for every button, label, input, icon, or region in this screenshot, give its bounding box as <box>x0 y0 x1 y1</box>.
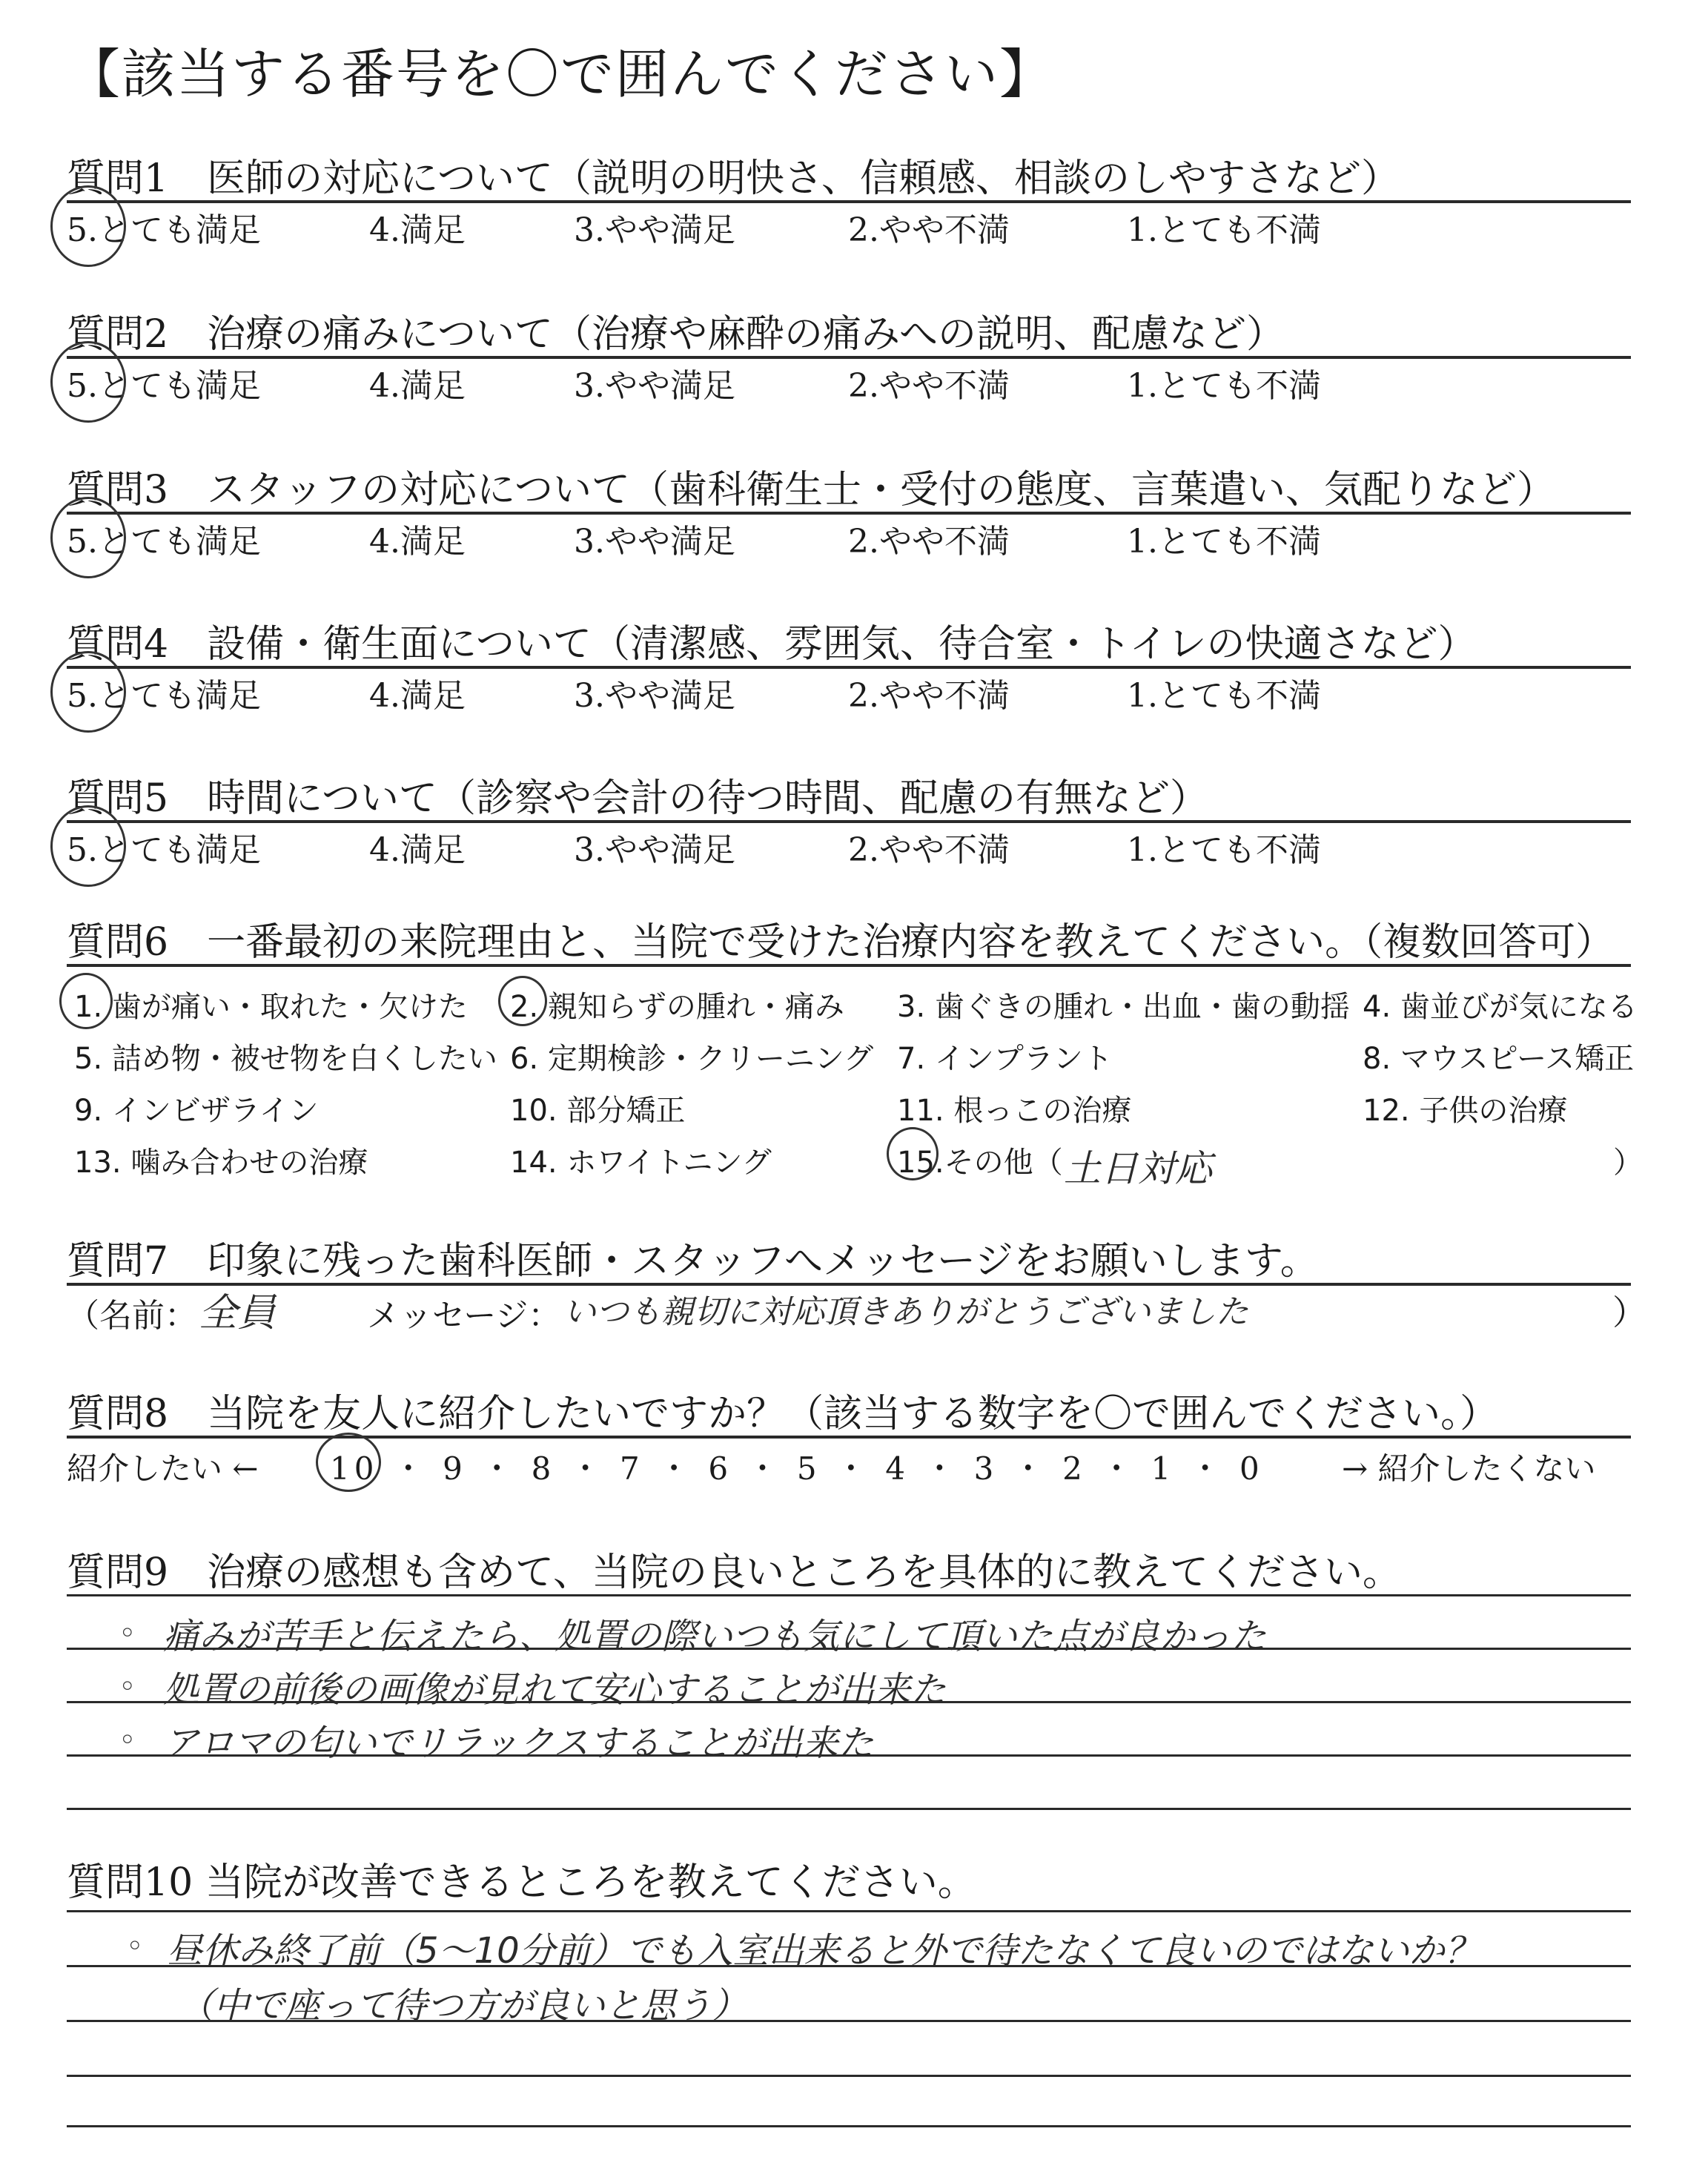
rating-option[interactable]: 2.やや不満 <box>848 831 1010 869</box>
rating-option[interactable]: 4.満足 <box>369 523 466 561</box>
rating-option[interactable]: 3.やや満足 <box>574 211 735 249</box>
question-5-options <box>67 823 1631 869</box>
rating-option[interactable]: 2.やや不満 <box>848 211 1010 249</box>
rating-option[interactable]: 1.とても不満 <box>1127 367 1321 405</box>
rating-option[interactable]: 2.やや不満 <box>848 367 1010 405</box>
rating-option[interactable]: 4.満足 <box>369 831 466 869</box>
rating-option[interactable]: 5.とても満足 <box>67 831 261 869</box>
rating-option[interactable]: 4.満足 <box>369 367 466 405</box>
q6-option[interactable]: 7. インプラント <box>897 1042 1113 1076</box>
q10-answer-1: 昼休み終了前（5～10分前）でも入室出来ると外で待たなくて良いのではないか？ <box>167 1930 1480 1972</box>
q6-option[interactable]: 8. マウスピース矯正 <box>1363 1042 1635 1076</box>
question-6-rule <box>67 964 1631 967</box>
question-5-label: 質問5 時間について（診察や会計の待つ時間、配慮の有無など） <box>67 776 1209 821</box>
question-4-options <box>67 669 1631 715</box>
rating-option[interactable]: 1.とても不満 <box>1127 831 1321 869</box>
q6-option[interactable]: 9. インビザライン <box>74 1094 319 1128</box>
q7-name-handwritten: 全員 <box>199 1291 277 1335</box>
question-1-label: 質問1 医師の対応について（説明の明快さ、信頼感、相談のしやすさなど） <box>67 156 1400 201</box>
q10-answer-2: （中で座って待つ方が良いと思う） <box>178 1985 748 2027</box>
q9-answer-1: 痛みが苦手と伝えたら、処置の際いつも気にして頂いた点が良かった <box>163 1616 1267 1657</box>
page-title: 【該当する番号を〇で囲んでください】 <box>67 43 1055 105</box>
rating-option[interactable]: 4.満足 <box>369 677 466 715</box>
question-10-label: 質問10 当院が改善できるところを教えてください。 <box>67 1860 976 1905</box>
q8-scale: 10 ・ 9 ・ 8 ・ 7 ・ 6 ・ 5 ・ 4 ・ 3 ・ 2 ・ 1 ・ 0 <box>330 1450 1264 1487</box>
rating-option[interactable]: 5.とても満足 <box>67 367 261 405</box>
rating-option[interactable]: 1.とても不満 <box>1127 523 1321 561</box>
q6-option[interactable]: 13. 噛み合わせの治療 <box>74 1146 368 1180</box>
question-1-options <box>67 203 1631 249</box>
question-1 <box>67 147 1631 249</box>
question-6-label: 質問6 一番最初の来院理由と、当院で受けた治療内容を教えてください。（複数回答可） <box>67 920 1615 965</box>
q6-option[interactable]: 4. 歯並びが気になる <box>1363 990 1638 1024</box>
q9-bullet: ◦ <box>119 1616 136 1651</box>
q6-option[interactable]: 2. 親知らずの腫れ・痛み <box>510 990 844 1024</box>
q7-message-prefix: メッセージ： <box>367 1297 561 1335</box>
rating-option[interactable]: 2.やや不満 <box>848 677 1010 715</box>
q7-name-prefix: （名前： <box>67 1297 197 1335</box>
rating-option[interactable]: 2.やや不満 <box>848 523 1010 561</box>
q6-option[interactable]: 5. 詰め物・被せ物を白くしたい <box>74 1042 497 1076</box>
question-2-options <box>67 359 1631 405</box>
question-3-options <box>67 515 1631 561</box>
rating-option[interactable]: 5.とても満足 <box>67 523 261 561</box>
q6-option[interactable]: 12. 子供の治療 <box>1363 1094 1568 1128</box>
rating-option[interactable]: 4.満足 <box>369 211 466 249</box>
q6-option[interactable]: 14. ホワイトニング <box>510 1146 772 1180</box>
q6-option[interactable]: 10. 部分矯正 <box>510 1094 686 1128</box>
q6-option[interactable]: 1. 歯が痛い・取れた・欠けた <box>74 990 468 1024</box>
rating-option[interactable]: 1.とても不満 <box>1127 677 1321 715</box>
question-3-label: 質問3 スタッフの対応について（歯科衛生士・受付の態度、言葉遣い、気配りなど） <box>67 468 1556 512</box>
rating-option[interactable]: 1.とても不満 <box>1127 211 1321 249</box>
rating-option[interactable]: 3.やや満足 <box>574 367 735 405</box>
q6-option[interactable]: 6. 定期検診・クリーニング <box>510 1042 874 1076</box>
rating-option[interactable]: 3.やや満足 <box>574 831 735 869</box>
rating-option[interactable]: 5.とても満足 <box>67 677 261 715</box>
question-9-label: 質問9 治療の感想も含めて、当院の良いところを具体的に教えてください。 <box>67 1550 1402 1595</box>
q7-close-paren: ） <box>1612 1292 1646 1332</box>
q6-option[interactable]: 11. 根っこの治療 <box>897 1094 1132 1128</box>
question-8-label: 質問8 当院を友人に紹介したいですか？（該当する数字を〇で囲んでください。） <box>67 1392 1499 1436</box>
q9-bullet: ◦ <box>119 1723 136 1757</box>
rating-option[interactable]: 5.とても満足 <box>67 211 261 249</box>
q9-bullet: ◦ <box>119 1670 136 1704</box>
question-7-label: 質問7 印象に残った歯科医師・スタッフへメッセージをお願いします。 <box>67 1239 1319 1284</box>
q6-option: ） <box>1613 1146 1643 1180</box>
question-2 <box>67 303 1631 405</box>
q10-rule-4 <box>67 2075 1631 2077</box>
question-4 <box>67 612 1631 715</box>
rating-option[interactable]: 3.やや満足 <box>574 677 735 715</box>
question-8-rule <box>67 1436 1631 1439</box>
question-5 <box>67 767 1631 869</box>
q8-right-label: → 紹介したくない <box>1342 1450 1596 1487</box>
q10-rule-5 <box>67 2125 1631 2127</box>
q10-bullet: ◦ <box>126 1929 144 1964</box>
question-4-label: 質問4 設備・衛生面について（清潔感、雰囲気、待合室・トイレの快適さなど） <box>67 622 1477 667</box>
q9-rule-5 <box>67 1808 1631 1810</box>
q9-answer-3: アロマの匂いでリラックスすることが出来た <box>163 1723 874 1764</box>
q6-other-handwritten: 土日対応 <box>1064 1147 1212 1190</box>
q9-rule-1 <box>67 1594 1631 1596</box>
q6-option[interactable]: 3. 歯ぐきの腫れ・出血・歯の動揺 <box>897 990 1350 1024</box>
rating-option[interactable]: 3.やや満足 <box>574 523 735 561</box>
q6-option[interactable]: 15.その他（ <box>897 1146 1063 1180</box>
q10-rule-1 <box>67 1910 1631 1912</box>
q9-answer-2: 処置の前後の画像が見れて安心することが出来た <box>163 1669 947 1711</box>
q7-message-handwritten: いつも親切に対応頂きありがとうございました <box>563 1293 1248 1331</box>
q8-left-label: 紹介したい ← <box>67 1450 259 1487</box>
question-3 <box>67 458 1631 561</box>
question-2-label: 質問2 治療の痛みについて（治療や麻酔の痛みへの説明、配慮など） <box>67 312 1285 357</box>
